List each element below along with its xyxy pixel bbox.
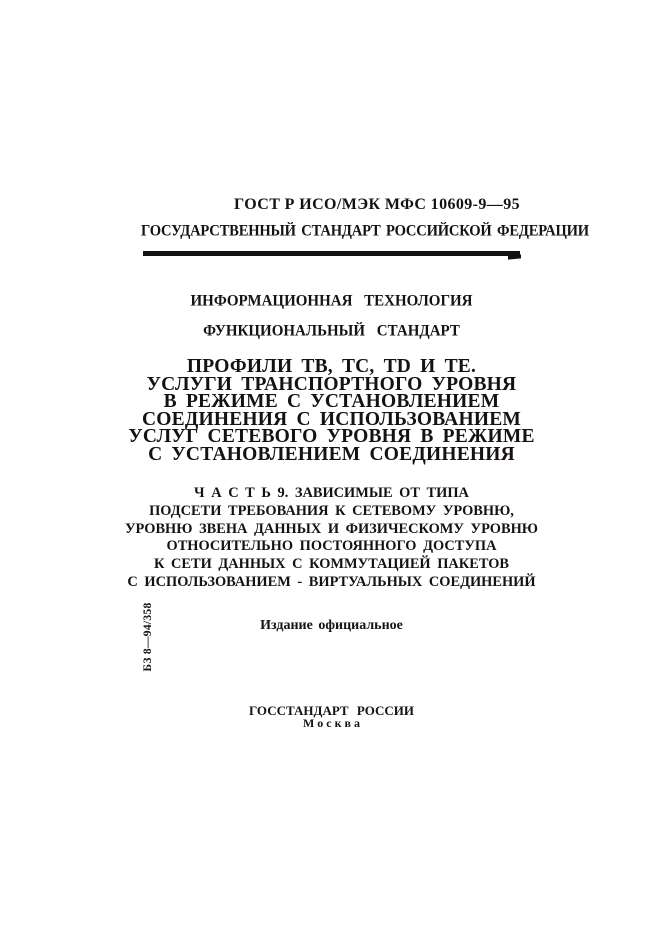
title-line: УСЛУГИ ТРАНСПОРТНОГО УРОВНЯ [146, 373, 517, 395]
category-line-information-technology: ИНФОРМАЦИОННАЯ ТЕХНОЛОГИЯ [190, 292, 473, 310]
side-classification-code: БЗ 8—94/358 [142, 602, 154, 672]
publisher-name: ГОССТАНДАРТ РОССИИ [248, 703, 414, 718]
part-line: Ч А С Т Ь 9. ЗАВИСИМЫЕ ОТ ТИПА [194, 485, 469, 501]
part-line: ОТНОСИТЕЛЬНО ПОСТОЯННОГО ДОСТУПА [166, 538, 497, 555]
part-line: ПОДСЕТИ ТРЕБОВАНИЯ К СЕТЕВОМУ УРОВНЮ, [149, 502, 514, 519]
title-line: С УСТАНОВЛЕНИЕМ СОЕДИНЕНИЯ [148, 443, 515, 465]
title-line: ПРОФИЛИ ТВ, ТС, TD И ТЕ. [186, 356, 477, 377]
part-line: УРОВНЮ ЗВЕНА ДАННЫХ И ФИЗИЧЕСКОМУ УРОВНЮ [125, 520, 538, 537]
part-line: К СЕТИ ДАННЫХ С КОММУТАЦИЕЙ ПАКЕТОВ [153, 556, 510, 573]
title-block [128, 358, 535, 464]
edition-note: Издание официальное [260, 618, 403, 633]
title-line: В РЕЖИМЕ С УСТАНОВЛЕНИЕМ [163, 391, 500, 413]
standard-designation: ГОСТ Р ИСО/МЭК МФС 10609-9—95 [234, 196, 520, 213]
publisher-city: М о с к в а [302, 716, 361, 730]
part-line: С ИСПОЛЬЗОВАНИЕМ - ВИРТУАЛЬНЫХ СОЕДИНЕНИЙ [127, 573, 536, 590]
category-line-functional-standard: ФУНКЦИОНАЛЬНЫЙ СТАНДАРТ [203, 322, 460, 340]
part-subtitle-block [118, 485, 545, 592]
state-standard-heading: ГОСУДАРСТВЕННЫЙ СТАНДАРТ РОССИЙСКОЙ ФЕДЕРАЦИИ [141, 222, 589, 240]
header-rule [143, 251, 520, 256]
title-line: УСЛУГ СЕТЕВОГО УРОВНЯ В РЕЖИМЕ [128, 426, 535, 448]
title-line: СОЕДИНЕНИЯ С ИСПОЛЬЗОВАНИЕМ [141, 408, 522, 430]
